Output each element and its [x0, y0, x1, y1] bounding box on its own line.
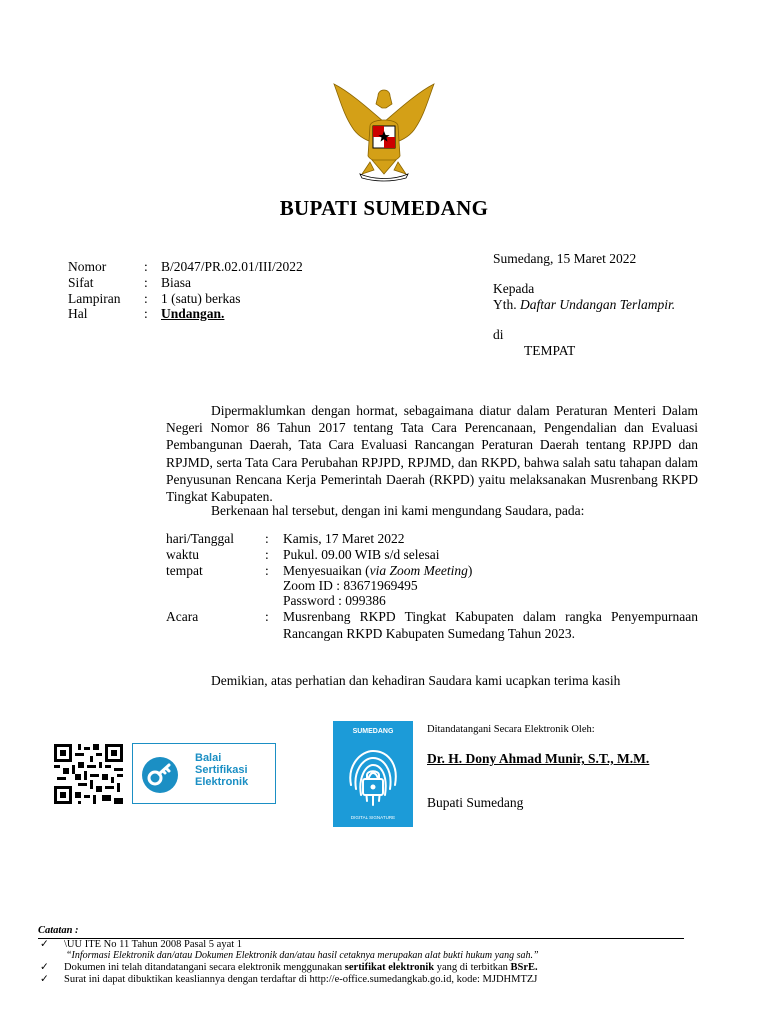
- detail-value: Pukul. 09.00 WIB s/d selesai: [283, 547, 440, 562]
- meta-label: Nomor: [68, 259, 107, 274]
- body-paragraph-2: Berkenaan hal tersebut, dengan ini kami mengundang Saudara, pada:: [211, 503, 585, 518]
- notes-heading: Catatan :: [38, 925, 79, 936]
- body-paragraph-1: Dipermaklumkan dengan hormat, sebagaimana diatur dalam Peraturan Menteri Dalam Negeri Nomor 86 Tahun 2017 tentang Tata Cara Perencanaan, Pengendalian dan Evaluasi Pembangunan Daerah, Tata Cara Evaluasi Rancangan Peraturan Daerah tentang RPJPD dan RPJMD, serta Tata Cara Perubahan RPJPD, RPJMD, dan RKPD, bahwa salah satu tahapan dalam Penyusunan Rencana Kerja Pemerintah Daerah (RKPD) yaitu melaksanakan Musrenbang RKPD Tingkat Kabupaten.: [166, 403, 698, 505]
- detail-colon: :: [265, 547, 269, 562]
- tempat-italic: via Zoom Meeting: [369, 563, 468, 578]
- zoom-password: Password : 099386: [283, 593, 386, 608]
- signed-by-label: Ditandatangani Secara Elektronik Oleh:: [427, 724, 595, 735]
- bsre-text: [195, 752, 248, 788]
- meta-value: 1 (satu) berkas: [161, 291, 241, 306]
- di-label: di: [493, 327, 504, 342]
- bsre-key-icon: [141, 756, 179, 794]
- seal-bottom-text: DIGITAL SIGNATURE: [350, 815, 396, 820]
- yth-target: Daftar Undangan Terlampir.: [520, 297, 676, 312]
- tempat-pre: Menyesuaikan (: [283, 563, 370, 578]
- seal-top-text: SUMEDANG: [352, 728, 394, 735]
- note-text: Surat ini dapat dibuktikan keasliannya dengan terdaftar di http://e-office.sumedangkab.go.id, kode: MJDHMTZJ: [64, 974, 538, 985]
- meta-colon: :: [144, 275, 148, 290]
- check-icon: ✓: [40, 962, 49, 973]
- signatory-name: Dr. H. Dony Ahmad Munir, S.T., M.M.: [427, 751, 650, 766]
- bsre-line: Elektronik: [195, 776, 249, 788]
- check-icon: ✓: [40, 939, 49, 950]
- acara-value: Musrenbang RKPD Tingkat Kabupaten dalam rangka Penyempurnaan Rancangan RKPD Kabupaten Sumedang Tahun 2023.: [283, 609, 698, 641]
- letter-title: BUPATI SUMEDANG: [279, 196, 489, 220]
- yth-label: Yth.: [493, 297, 517, 312]
- detail-label: tempat: [166, 563, 203, 578]
- detail-colon: :: [265, 609, 269, 624]
- detail-label: Acara: [166, 609, 199, 624]
- zoom-id: Zoom ID : 83671969495: [283, 578, 418, 593]
- detail-value: Kamis, 17 Maret 2022: [283, 531, 405, 546]
- note-text-part: Dokumen ini telah ditandatangani secara elektronik menggunakan: [64, 962, 345, 973]
- meta-colon: :: [144, 291, 148, 306]
- meta-colon: :: [144, 306, 148, 321]
- detail-colon: :: [265, 531, 269, 546]
- bsre-line: Balai: [195, 752, 222, 764]
- signatory-position: Bupati Sumedang: [427, 795, 524, 810]
- detail-label: hari/Tanggal: [166, 531, 235, 546]
- tempat-post: ): [467, 563, 473, 578]
- bsre-logo: [132, 743, 276, 804]
- check-icon: ✓: [40, 974, 49, 985]
- note-quote: “Informasi Elektronik dan/atau Dokumen Elektronik dan/atau hasil cetaknya merupakan alat bukti hukum yang sah.”: [66, 950, 539, 961]
- yth-line: [493, 297, 675, 313]
- note-text: \UU ITE No 11 Tahun 2008 Pasal 5 ayat 1: [64, 939, 243, 950]
- detail-colon: :: [265, 563, 269, 578]
- letter-date: Sumedang, 15 Maret 2022: [493, 251, 637, 266]
- detail-value: [283, 563, 472, 579]
- note-bold: BSrE.: [510, 962, 538, 973]
- meta-value: B/2047/PR.02.01/III/2022: [161, 259, 303, 274]
- meta-colon: :: [144, 259, 148, 274]
- note-text: [64, 962, 538, 974]
- bsre-line: Sertifikasi: [195, 764, 248, 776]
- qr-code-icon: [54, 744, 123, 804]
- note-bold: sertifikat elektronik: [344, 962, 435, 973]
- tempat-label: TEMPAT: [524, 343, 576, 358]
- meta-value-subject: Undangan.: [161, 306, 225, 321]
- detail-label: waktu: [166, 547, 199, 562]
- closing-paragraph: Demikian, atas perhatian dan kehadiran Saudara kami ucapkan terima kasih: [211, 673, 621, 688]
- digital-signature-seal: [333, 721, 413, 827]
- fingerprint-lock-icon: [343, 745, 403, 811]
- note-text-part: yang di terbitkan: [434, 962, 511, 973]
- garuda-emblem-icon: [330, 82, 438, 182]
- meta-label: Lampiran: [68, 291, 121, 306]
- meta-label: Hal: [68, 306, 88, 321]
- meta-label: Sifat: [68, 275, 94, 290]
- meta-value: Biasa: [161, 275, 191, 290]
- kepada-label: Kepada: [493, 281, 535, 296]
